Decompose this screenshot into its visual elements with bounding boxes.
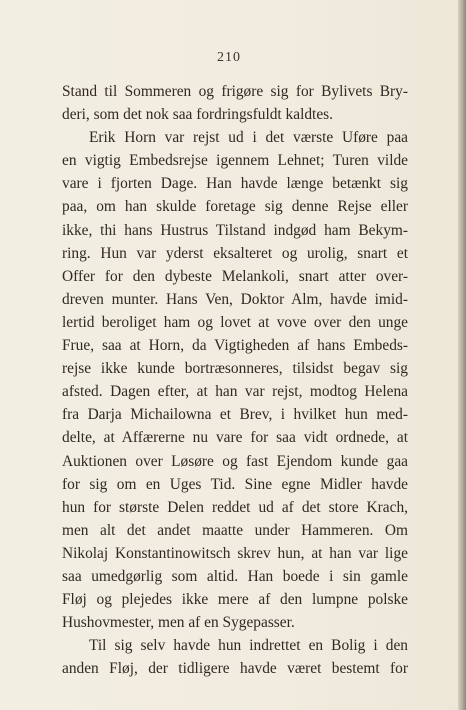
- text-line: Erik Horn var rejst ud i det værste Uføre paa: [89, 129, 408, 147]
- text-line: rejse ikke kunde bortræsonneres, tilsidst begav sig: [62, 360, 408, 378]
- text-line: saa umedgørlig som altid. Han boede i sin gamle: [62, 567, 408, 585]
- text-line: deri, som det nok saa fordringsfuldt kaldtes.: [62, 106, 333, 124]
- text-line: Frue, saa at Horn, da Vigtigheden af hans Embeds-: [62, 337, 408, 355]
- text-line: delte, at Affærerne nu vare for saa vidt ordnede, at: [62, 429, 408, 447]
- text-line: Fløj og plejedes ikke mere af den lumpne polske: [62, 591, 408, 609]
- text-line: hun for største Delen reddet ud af det store Krach,: [62, 498, 408, 516]
- text-line: dreven munter. Hans Ven, Doktor Alm, havde imid-: [62, 290, 408, 308]
- text-line: en vigtig Embedsrejse igennem Lehnet; Turen vilde: [62, 152, 408, 170]
- text-line: for sig om en Uges Tid. Sine egne Midler havde: [62, 475, 408, 493]
- text-line: anden Fløj, der tidligere havde været bestemt for: [62, 660, 408, 678]
- text-line: Auktionen over Løsøre og fast Ejendom kunde gaa: [62, 452, 408, 470]
- page-number: 210: [217, 50, 241, 65]
- text-line: paa, om han skulde foretage sig denne Rejse eller: [62, 198, 408, 216]
- text-line: Til sig selv havde hun indrettet en Bolig i den: [89, 637, 408, 655]
- text-line: Stand til Sommeren og frigøre sig for Bylivets Bry-: [62, 83, 408, 100]
- text-line: fra Darja Michailowna et Brev, i hvilket hun med-: [62, 406, 408, 424]
- text-line: vare i fjorten Dage. Han havde længe betænkt sig: [62, 175, 408, 193]
- text-line: Nikolaj Konstantinowitsch skrev hun, at han var lige: [62, 544, 408, 562]
- page-edge: [458, 0, 466, 710]
- text-line: Hushovmester, men af en Sygepasser.: [62, 614, 295, 632]
- text-line: lertid beroliget ham og lovet at vove over den unge: [62, 313, 408, 331]
- text-line: afsted. Dagen efter, at han var rejst, modtog Helena: [62, 383, 408, 401]
- text-line: ring. Hun var yderst eksalteret og urolig, snart et: [62, 244, 408, 262]
- text-line: men alt det andet maatte under Hammeren. Om: [62, 521, 408, 539]
- body-text: [62, 80, 408, 680]
- text-line: ikke, thi hans Hustrus Tilstand indgød ham Bekym-: [62, 221, 408, 239]
- text-line: Offer for den dybeste Melankoli, snart atter over-: [62, 267, 408, 285]
